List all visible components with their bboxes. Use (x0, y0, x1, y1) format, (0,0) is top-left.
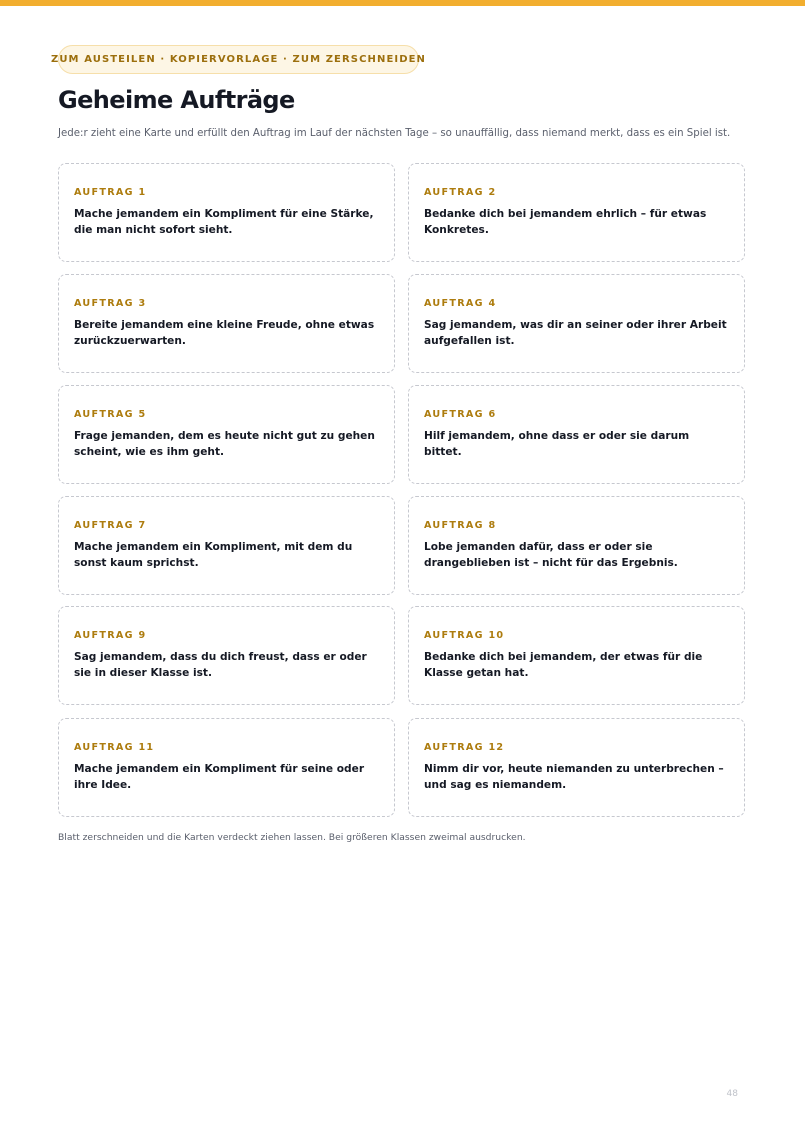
task-card-label: AUFTRAG 8 (424, 520, 497, 531)
task-card-text: Bedanke dich bei jemandem, der etwas für die Klasse getan hat. (424, 651, 703, 679)
task-card-label: AUFTRAG 11 (74, 742, 155, 753)
task-card-label: AUFTRAG 3 (74, 298, 147, 309)
task-card-text: Mache jemandem ein Kompliment für eine Stärke, die man nicht sofort sieht. (74, 208, 374, 236)
task-card-text: Mache jemandem ein Kompliment für seine oder ihre Idee. (74, 763, 365, 791)
task-card-5 (58, 385, 395, 484)
category-tag-text: ZUM AUSTEILEN · KOPIERVORLAGE · ZUM ZERSCHNEIDEN (50, 54, 427, 65)
task-card-label: AUFTRAG 1 (74, 187, 147, 198)
task-card-text: Bedanke dich bei jemandem ehrlich – für etwas Konkretes. (424, 208, 707, 236)
top-accent-bar (0, 0, 805, 6)
task-card-label: AUFTRAG 10 (424, 630, 505, 641)
task-card-11 (58, 718, 395, 817)
task-card-6 (408, 385, 745, 484)
task-card-label: AUFTRAG 5 (74, 409, 147, 420)
task-card-text: Hilf jemandem, ohne dass er oder sie darum bittet. (424, 430, 690, 458)
task-card-label: AUFTRAG 2 (424, 187, 497, 198)
task-card-text: Nimm dir vor, heute niemanden zu unterbrechen – und sag es niemandem. (424, 763, 724, 791)
category-tag (50, 45, 427, 74)
task-card-3 (58, 274, 395, 373)
task-card-label: AUFTRAG 7 (74, 520, 147, 531)
task-card-12 (408, 718, 745, 817)
task-card-label: AUFTRAG 12 (424, 742, 505, 753)
task-card-2 (408, 163, 745, 262)
task-card-label: AUFTRAG 4 (424, 298, 497, 309)
task-card-text: Sag jemandem, was dir an seiner oder ihrer Arbeit aufgefallen ist. (424, 319, 727, 347)
task-card-9 (58, 606, 395, 705)
task-card-4 (408, 274, 745, 373)
task-card-text: Mache jemandem ein Kompliment, mit dem du sonst kaum sprichst. (74, 541, 353, 569)
task-card-text: Frage jemanden, dem es heute nicht gut zu gehen scheint, wie es ihm geht. (74, 430, 375, 458)
task-card-8 (408, 496, 745, 595)
task-card-10 (408, 606, 745, 705)
task-card-7 (58, 496, 395, 595)
task-card-text: Sag jemandem, dass du dich freust, dass er oder sie in dieser Klasse ist. (74, 651, 367, 679)
task-card-text: Lobe jemanden dafür, dass er oder sie drangeblieben ist – nicht für das Ergebnis. (424, 541, 678, 569)
task-card-label: AUFTRAG 6 (424, 409, 497, 420)
page-number: 48 (726, 1089, 738, 1099)
task-card-label: AUFTRAG 9 (74, 630, 147, 641)
footnote: Blatt zerschneiden und die Karten verdeckt ziehen lassen. Bei größeren Klassen zweimal ausdrucken. (58, 832, 526, 843)
page-subtitle: Jede:r zieht eine Karte und erfüllt den Auftrag im Lauf der nächsten Tage – so unauffällig, dass niemand merkt, dass es ein Spiel ist. (58, 128, 731, 139)
page-title: Geheime Aufträge (58, 86, 295, 114)
task-card-text: Bereite jemandem eine kleine Freude, ohne etwas zurückzuerwarten. (74, 319, 375, 347)
task-card-1 (58, 163, 395, 262)
